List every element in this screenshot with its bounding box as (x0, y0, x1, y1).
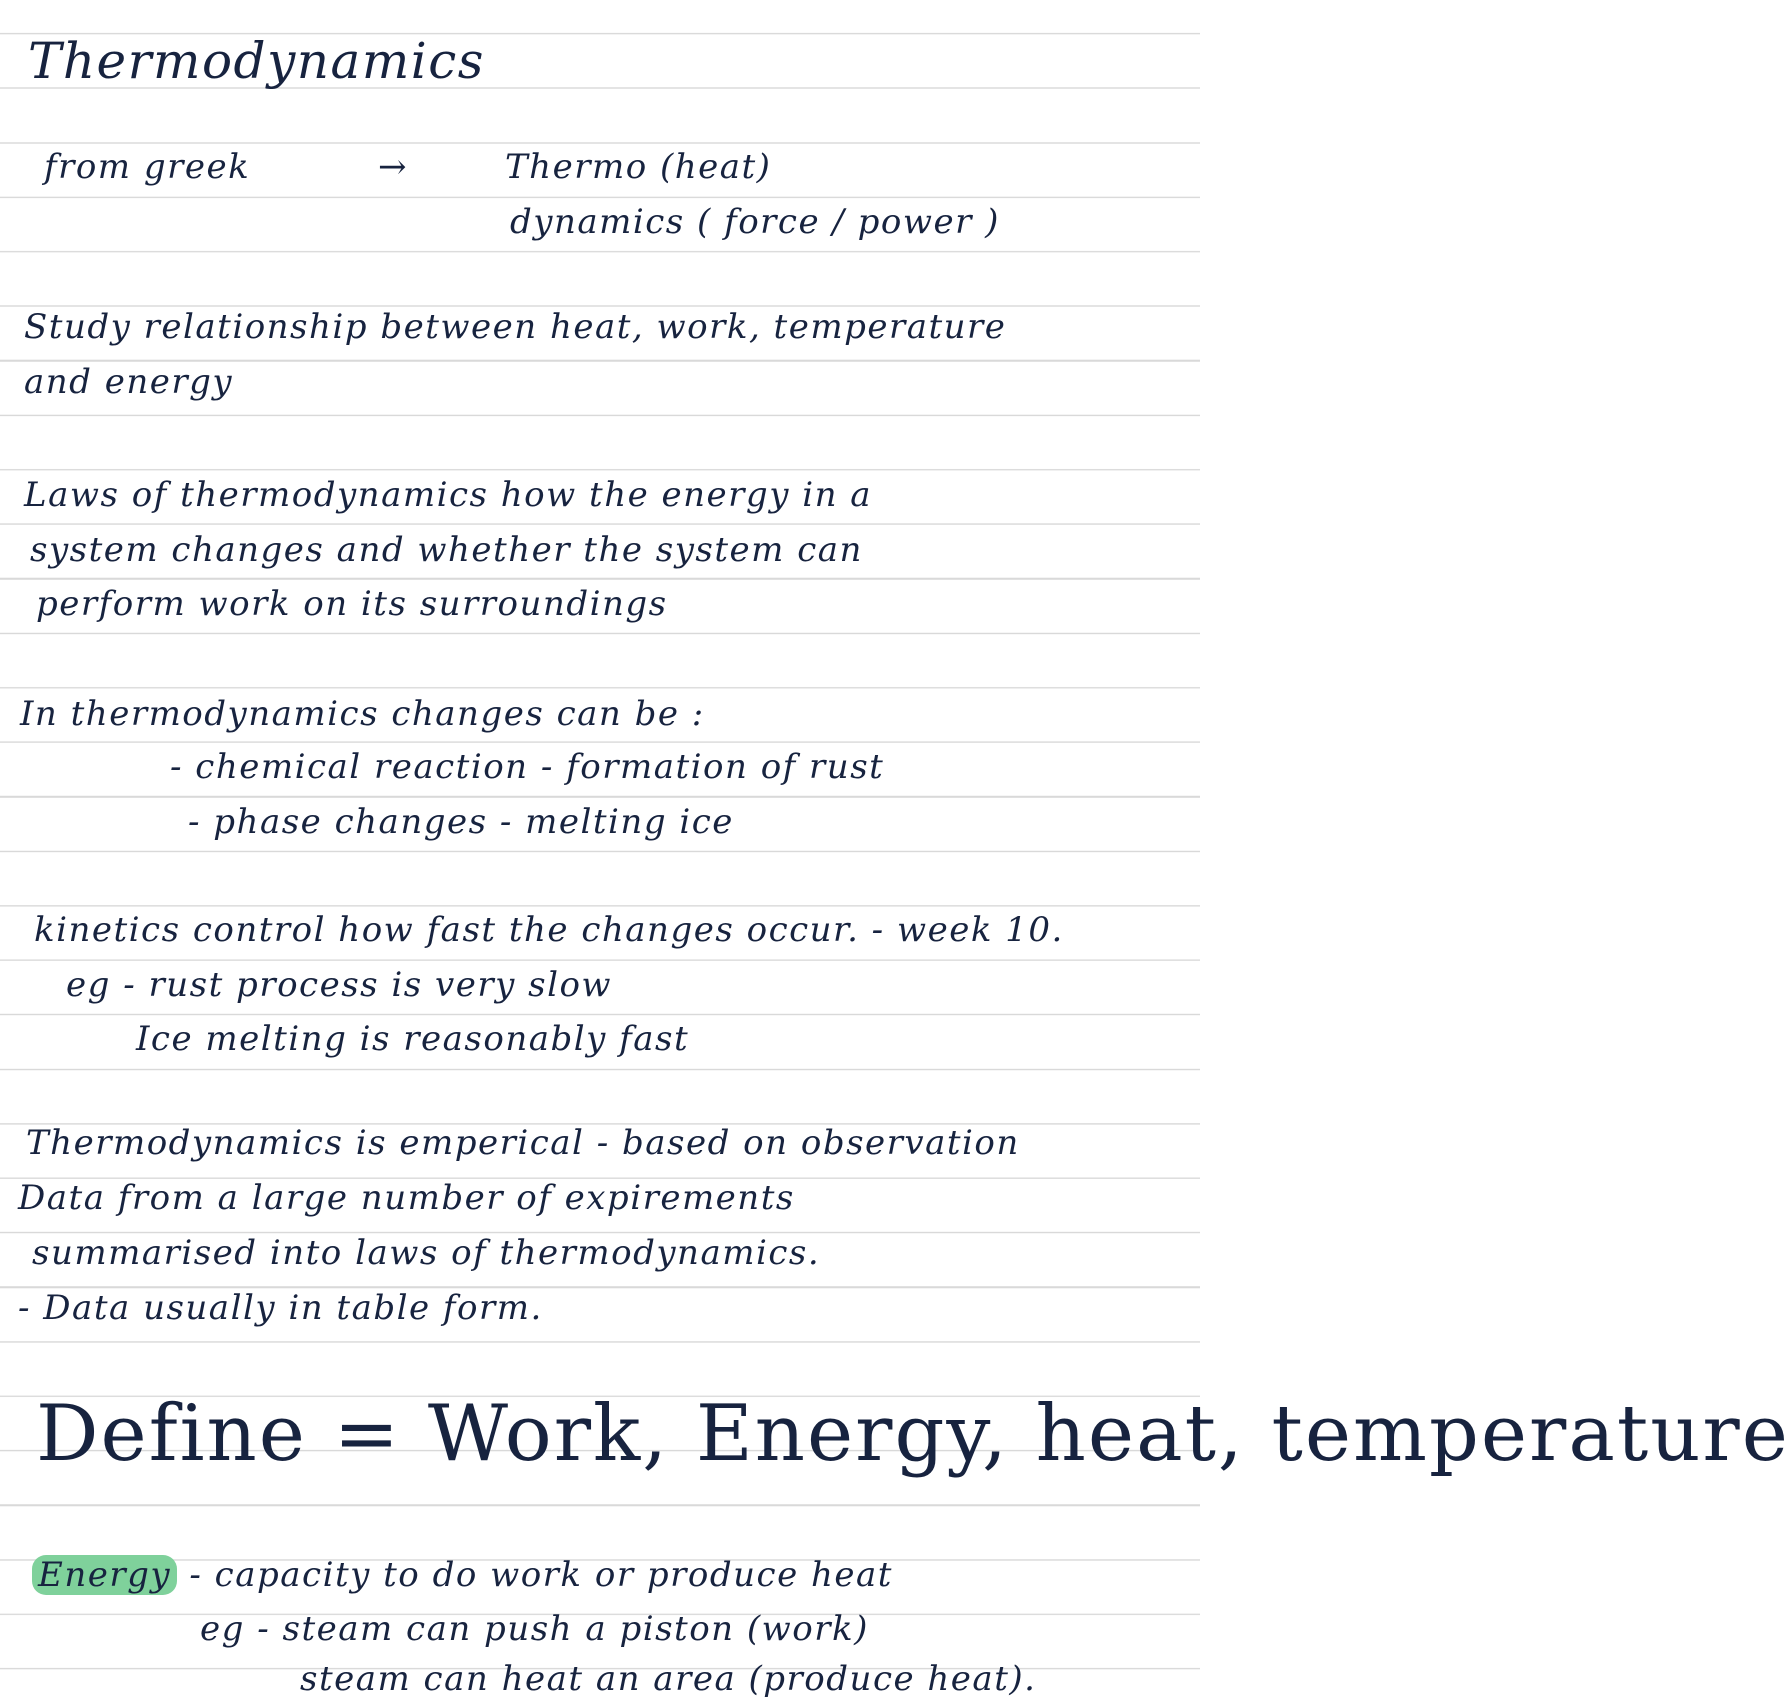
etymology-dynamics: dynamics ( force / power ) (510, 202, 1000, 242)
kinetics-line-2: eg - rust process is very slow (66, 965, 613, 1005)
empirical-line-2: Data from a large number of expirements (18, 1178, 795, 1218)
page-title: Thermodynamics (28, 32, 485, 90)
energy-term-highlight: Energy (32, 1555, 177, 1595)
kinetics-line-3: Ice melting is reasonably fast (136, 1019, 690, 1059)
define-heading: Define = Work, Energy, heat, temperature (36, 1389, 1790, 1479)
laws-line-3: perform work on its surroundings (36, 584, 668, 624)
changes-heading: In thermodynamics changes can be : (20, 694, 705, 734)
changes-item-phase: - phase changes - melting ice (188, 802, 734, 842)
empirical-line-4: - Data usually in table form. (18, 1288, 543, 1328)
energy-example-2: steam can heat an area (produce heat). (300, 1659, 1037, 1699)
etymology-thermo: Thermo (heat) (505, 147, 772, 187)
laws-line-2: system changes and whether the system can (30, 530, 863, 570)
etymology-prefix: from greek (44, 147, 251, 187)
empirical-line-1: Thermodynamics is emperical - based on observation (26, 1123, 1020, 1163)
energy-example-1: eg - steam can push a piston (work) (200, 1609, 869, 1649)
energy-definition-row (32, 1555, 893, 1595)
study-line-1: Study relationship between heat, work, temperature (24, 307, 1007, 347)
arrow-icon: → (378, 147, 408, 187)
empirical-line-3: summarised into laws of thermodynamics. (32, 1233, 821, 1273)
laws-line-1: Laws of thermodynamics how the energy in a (24, 475, 873, 515)
energy-definition: - capacity to do work or produce heat (189, 1555, 893, 1595)
changes-item-chemical: - chemical reaction - formation of rust (170, 747, 885, 787)
kinetics-line-1: kinetics control how fast the changes occur. - week 10. (34, 910, 1064, 950)
study-line-2: and energy (24, 362, 234, 402)
